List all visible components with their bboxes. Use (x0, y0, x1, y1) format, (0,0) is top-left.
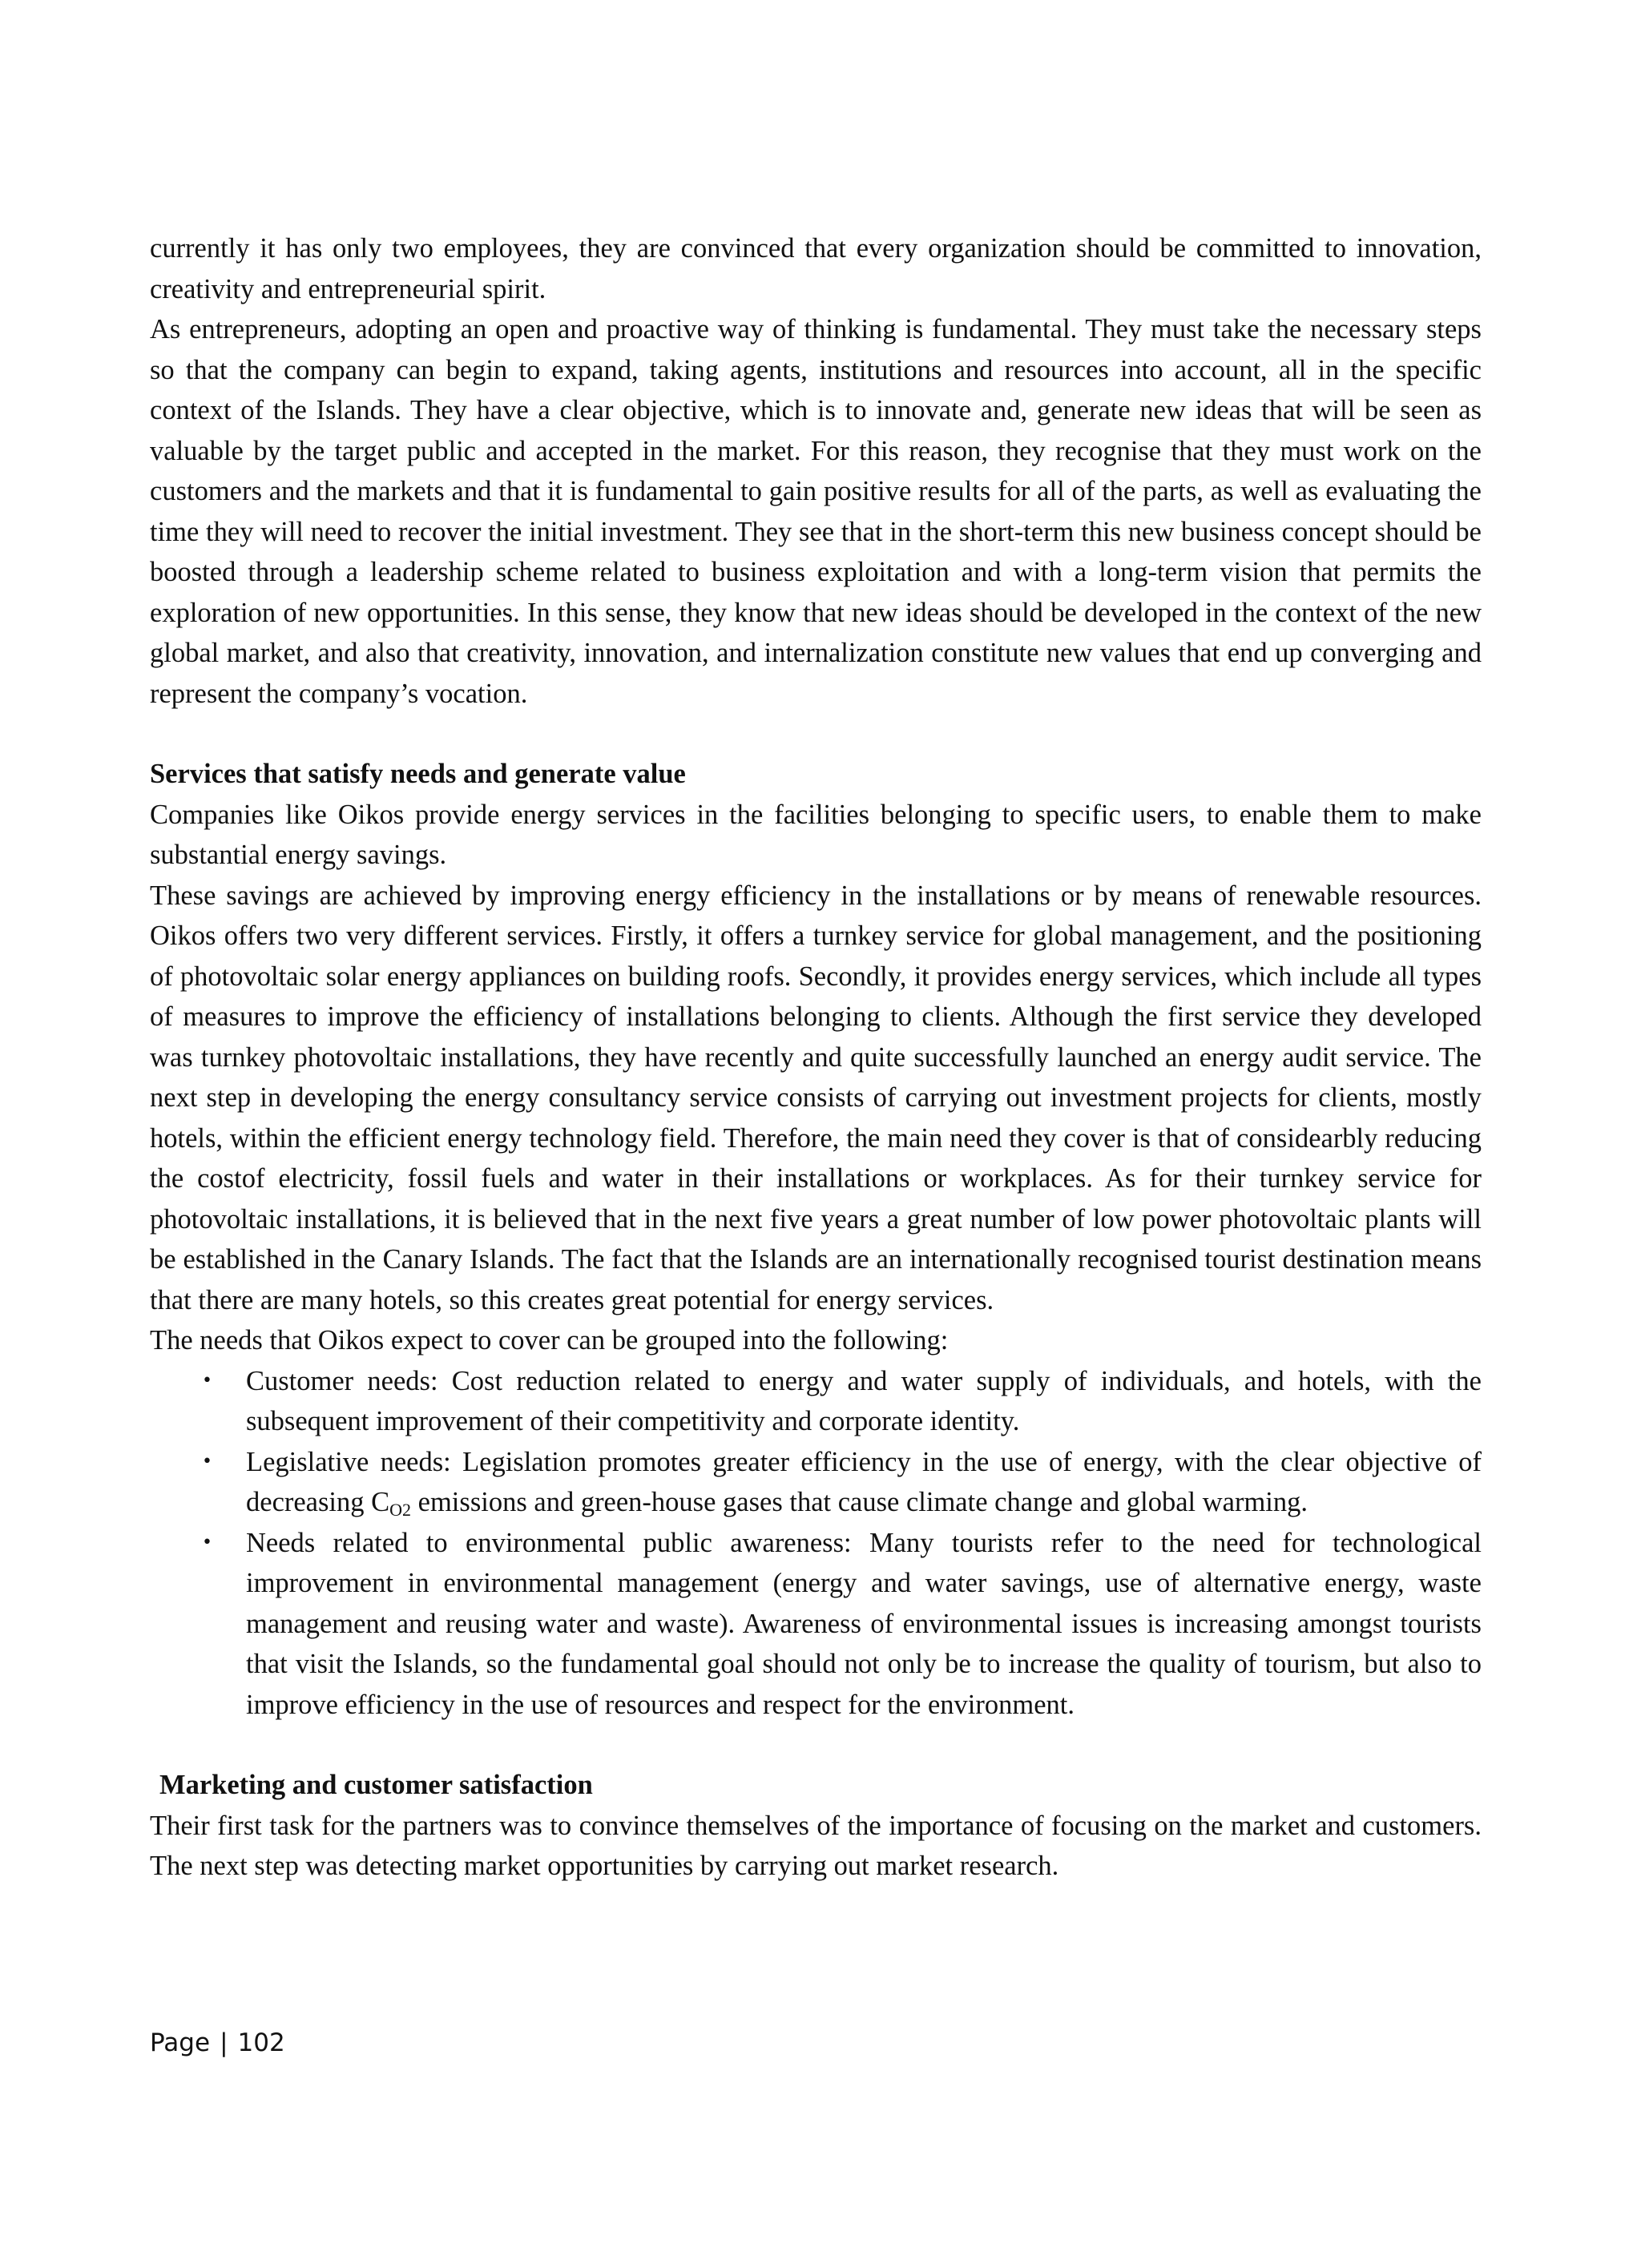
list-item-legislative-needs (150, 1442, 1482, 1523)
paragraph-gap (150, 714, 1482, 754)
paragraph-services-detail: These savings are achieved by improving energy efficiency in the installations or by means of renewable resources. Oikos offers two very different services. Firstly, it offers a turnkey service for global management, and the positioning of photovoltaic solar energy appliances on building roofs. Secondly, it provides energy services, which include all types of measures to improve the efficiency of installations belonging to clients. Although the first service they developed was turnkey photovoltaic installations, they have recently and quite successfully launched an energy audit service. The next step in developing the energy consultancy service consists of carrying out investment projects for clients, mostly hotels, within the efficient energy technology field. Therefore, the main need they cover is that of considearbly reducing the costof electricity, fossil fuels and water in their installations or workplaces. As for their turnkey service for photovoltaic installations, it is believed that in the next five years a great number of low power photovoltaic plants will be established in the Canary Islands. The fact that the Islands are an internationally recognised tourist destination means that there are many hotels, so this creates great potential for energy services. (150, 880, 1482, 1315)
list-item-text: Legislative needs: Legislation promotes greater efficiency in the use of energy, with the clear objective of decreasing C (246, 1446, 1482, 1517)
needs-list-intro: The needs that Oikos expect to cover can be grouped into the following: (150, 1325, 949, 1356)
page-label: Page (150, 2028, 211, 2057)
paragraph-services-intro: Companies like Oikos provide energy services in the facilities belonging to specific users, to enable them to make substantial energy savings. (150, 799, 1482, 870)
paragraph-continuation: currently it has only two employees, they are convinced that every organization should be committed to innovation, creativity and entrepreneurial spirit. (150, 233, 1482, 304)
section-heading-services: Services that satisfy needs and generate value (150, 759, 686, 789)
list-item-text: Customer needs: Cost reduction related to energy and water supply of individuals, and hotels, with the subsequent improvement of their competitivity and corporate identity. (246, 1365, 1482, 1436)
co2-subscript: O2 (389, 1500, 412, 1520)
bullet-icon: • (202, 1370, 212, 1391)
paragraph-entrepreneurs: As entrepreneurs, adopting an open and proactive way of thinking is fundamental. They must take the necessary steps so that the company can begin to expand, taking agents, institutions and resources into account, all in the specific context of the Islands. They have a clear objective, which is to innovate and, generate new ideas that will be seen as valuable by the target public and accepted in the market. For this reason, they recognise that they must work on the customers and the markets and that it is fundamental to gain positive results for all of the parts, as well as evaluating the time they will need to recover the initial investment. They see that in the short-term this new business concept should be boosted through a leadership scheme related to business exploitation and with a long-term vision that permits the exploration of new opportunities. In this sense, they know that new ideas should be developed in the context of the new global market, and also that creativity, innovation, and internalization constitute new values that end up converging and represent the company’s vocation. (150, 314, 1482, 709)
list-item-text: Needs related to environmental public awareness: Many tourists refer to the need for technological improvement in environmental management (energy and water savings, use of alternative energy, waste management and reusing water and waste). Awareness of environmental issues is increasing amongst tourists that visit the Islands, so the fundamental goal should not only be to increase the quality of tourism, but also to improve efficiency in the use of resources and respect for the environment. (246, 1527, 1482, 1720)
list-item-environmental-needs (150, 1523, 1482, 1726)
paragraph-marketing: Their first task for the partners was to convince themselves of the importance of focusing on the market and customers. The next step was detecting market opportunities by carrying out market research. (150, 1810, 1482, 1881)
bullet-icon: • (202, 1451, 212, 1472)
needs-list (150, 1361, 1482, 1726)
list-item-text-continued: emissions and green-house gases that cause climate change and global warming. (411, 1487, 1308, 1517)
paragraph-gap (150, 1725, 1482, 1765)
page-number: 102 (237, 2028, 285, 2057)
list-item-customer-needs (150, 1361, 1482, 1442)
bullet-icon: • (202, 1532, 212, 1553)
page-footer (150, 2027, 285, 2059)
footer-separator: | (220, 2028, 228, 2057)
section-heading-marketing: Marketing and customer satisfaction (159, 1770, 593, 1800)
page-content (150, 228, 1482, 1887)
